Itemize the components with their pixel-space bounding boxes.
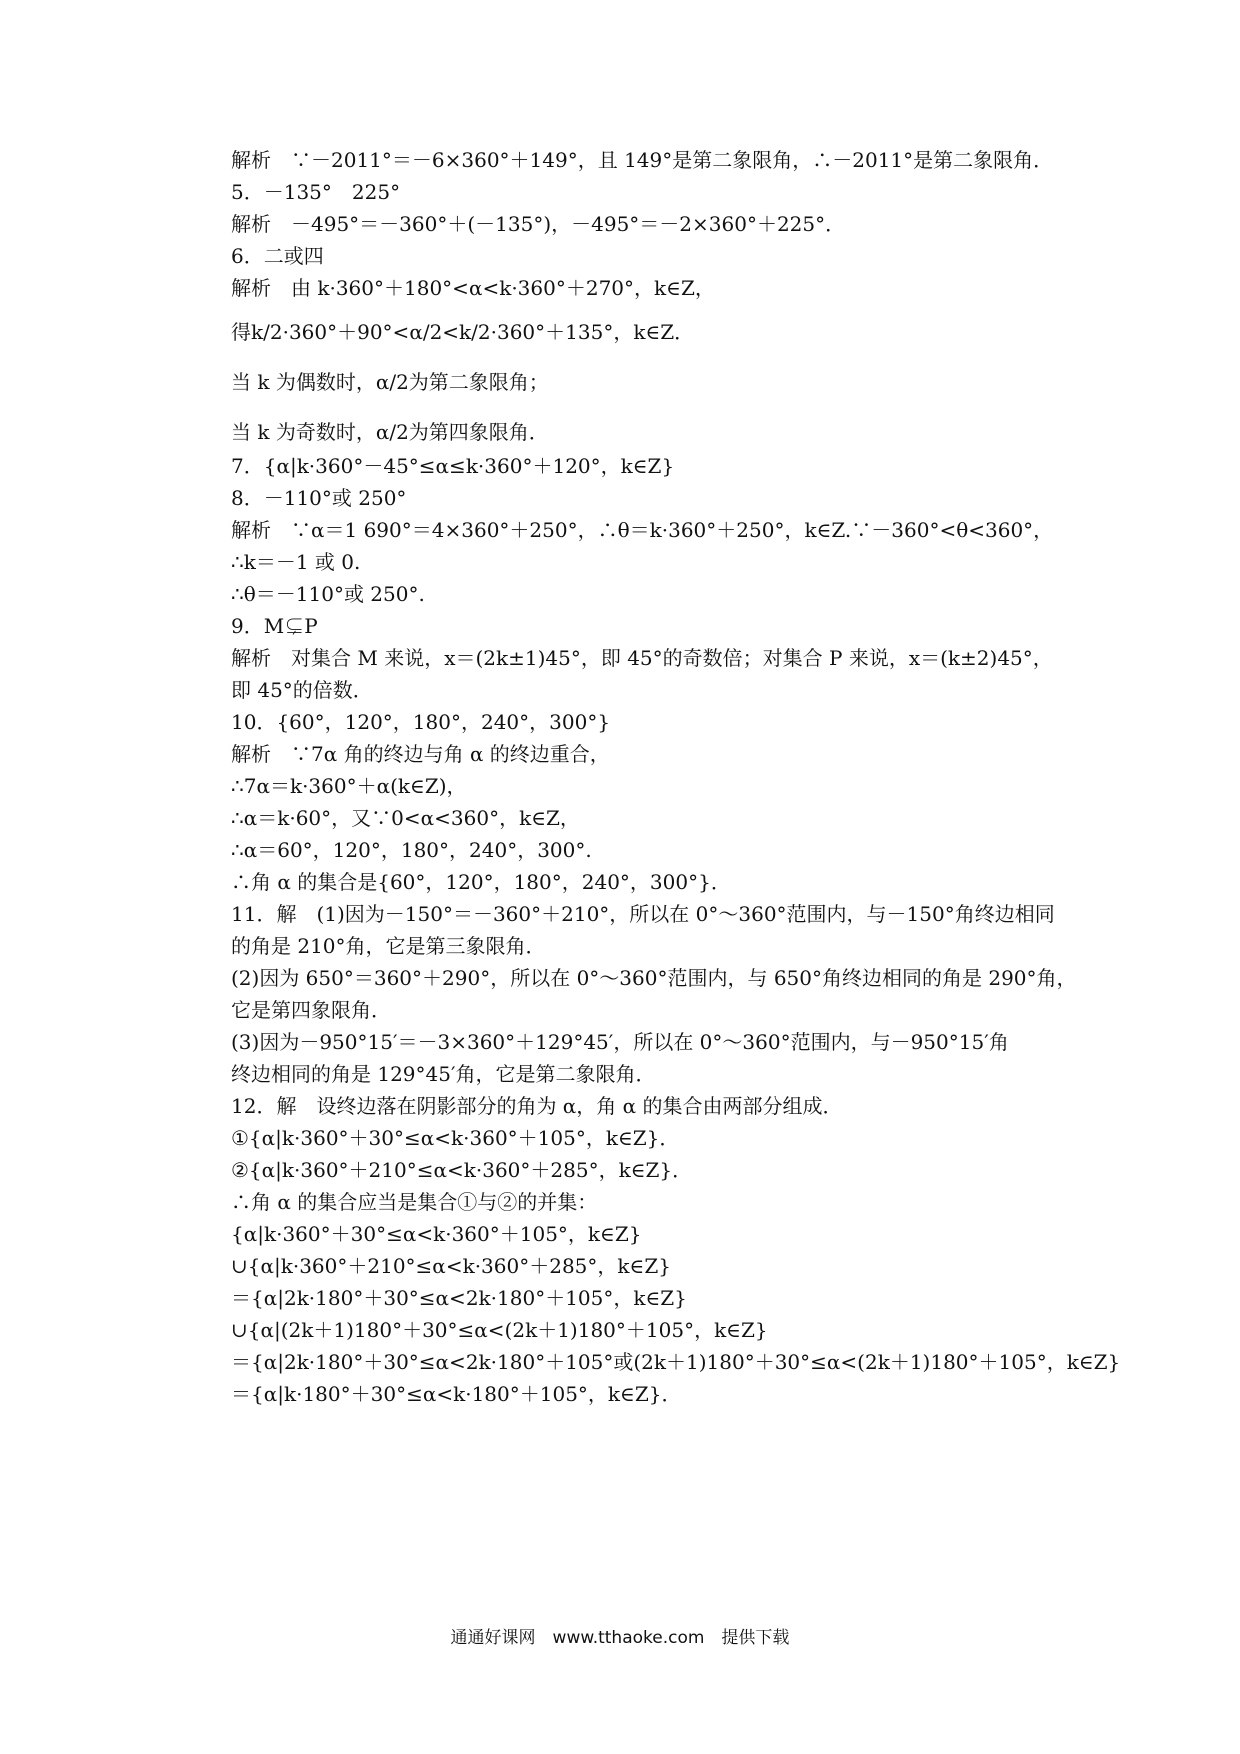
text-line: 解析 ∵－2011°＝－6×360°＋149°，且 149°是第二象限角，∴－2011°是第二象限角．: [231, 148, 1054, 172]
text-line: 当 k 为偶数时，α/2为第二象限角；: [231, 370, 549, 394]
text-line: ∴角 α 的集合应当是集合①与②的并集：: [231, 1190, 598, 1214]
text-line: 解析 对集合 M 来说，x＝(2k±1)45°，即 45°的奇数倍；对集合 P 来说，x＝(k±2)45°，: [231, 646, 1053, 670]
text-line: 11．解 (1)因为－150°＝－360°＋210°，所以在 0°～360°范围内，与－150°角终边相同: [231, 902, 1055, 926]
text-line: (3)因为－950°15′＝－3×360°＋129°45′，所以在 0°～360°范围内，与－950°15′角: [231, 1030, 1009, 1054]
text-line: 它是第四象限角．: [231, 998, 391, 1022]
text-line: ∴θ＝－110°或 250°.: [231, 582, 425, 606]
text-line: 即 45°的倍数．: [231, 678, 373, 702]
text-line: ＝{α|2k·180°＋30°≤α<2k·180°＋105°或(2k＋1)180°＋30°≤α<(2k＋1)180°＋105°，k∈Z}: [231, 1350, 1121, 1374]
text-line: ∪{α|(2k＋1)180°＋30°≤α<(2k＋1)180°＋105°，k∈Z}: [231, 1318, 768, 1342]
text-line: ∴α＝60°，120°，180°，240°，300°.: [231, 838, 592, 862]
text-line: ∴7α＝k·360°＋α(k∈Z)，: [231, 774, 467, 798]
text-line: ②{α|k·360°＋210°≤α<k·360°＋285°，k∈Z}．: [231, 1158, 693, 1182]
text-line: 当 k 为奇数时，α/2为第四象限角．: [231, 420, 549, 444]
text-line: 6．二或四: [231, 244, 324, 268]
text-line: 7．{α|k·360°－45°≤α≤k·360°＋120°，k∈Z}: [231, 454, 675, 478]
text-line: 解析 －495°＝－360°＋(－135°)，－495°＝－2×360°＋225°．: [231, 212, 846, 236]
page-footer: 通通好课网 www.tthaoke.com 提供下载: [450, 1628, 790, 1648]
text-line: 9．M⊊P: [231, 614, 318, 638]
text-line: 的角是 210°角，它是第三象限角．: [231, 934, 546, 958]
text-line: 12．解 设终边落在阴影部分的角为 α，角 α 的集合由两部分组成．: [231, 1094, 843, 1118]
text-line: ∴α＝k·60°，又∵0<α<360°，k∈Z，: [231, 806, 580, 830]
text-line: ∴k＝－1 或 0.: [231, 550, 361, 574]
text-line: ＝{α|2k·180°＋30°≤α<2k·180°＋105°，k∈Z}: [231, 1286, 687, 1310]
answer-content: [231, 148, 1121, 1406]
text-line: {α|k·360°＋30°≤α<k·360°＋105°，k∈Z}: [231, 1222, 642, 1246]
text-line: 10．{60°，120°，180°，240°，300°}: [231, 710, 611, 734]
text-line: (2)因为 650°＝360°＋290°，所以在 0°～360°范围内，与 650°角终边相同的角是 290°角，: [231, 966, 1077, 990]
text-line: 8．－110°或 250°: [231, 486, 407, 510]
text-line: 解析 ∵7α 角的终边与角 α 的终边重合，: [231, 742, 610, 766]
text-line: 终边相同的角是 129°45′角，它是第二象限角．: [231, 1062, 656, 1086]
text-line: 解析 由 k·360°＋180°<α<k·360°＋270°，k∈Z，: [231, 276, 715, 300]
text-line: 得k/2·360°＋90°<α/2<k/2·360°＋135°，k∈Z．: [231, 320, 695, 344]
text-line: 5．－135° 225°: [231, 180, 401, 204]
text-line: ＝{α|k·180°＋30°≤α<k·180°＋105°，k∈Z}．: [231, 1382, 682, 1406]
text-line: ∪{α|k·360°＋210°≤α<k·360°＋285°，k∈Z}: [231, 1254, 671, 1278]
text-line: ①{α|k·360°＋30°≤α<k·360°＋105°，k∈Z}．: [231, 1126, 680, 1150]
text-line: ∴角 α 的集合是{60°，120°，180°，240°，300°}．: [231, 870, 731, 894]
text-line: 解析 ∵α＝1 690°＝4×360°＋250°，∴θ＝k·360°＋250°，k∈Z.∵－360°<θ<360°，: [231, 518, 1054, 542]
